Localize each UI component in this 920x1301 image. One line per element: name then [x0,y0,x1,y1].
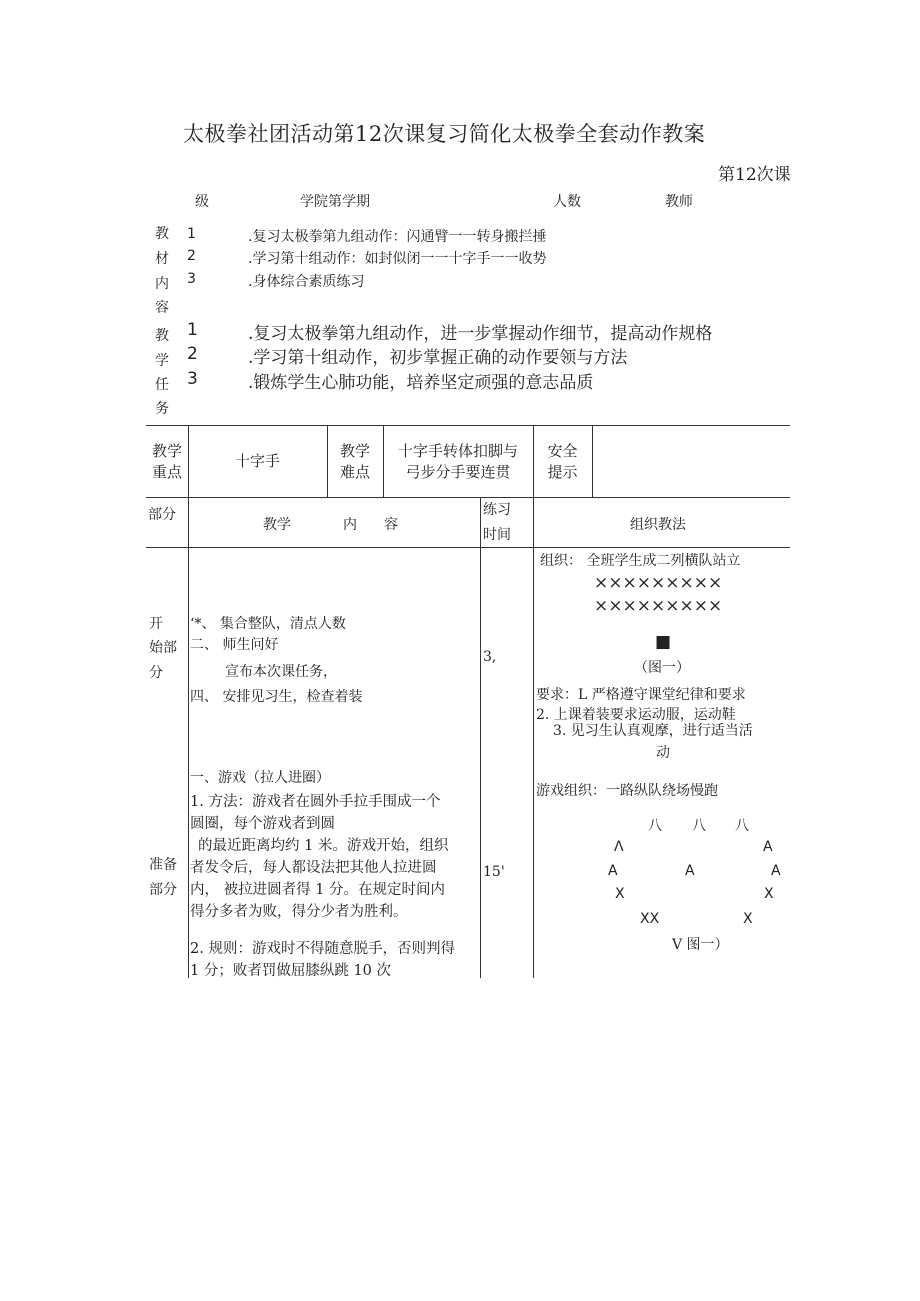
teacher-label: 教师 [665,194,693,210]
count-label: 人数 [553,194,581,210]
difficulty-label: 教学 难点 [339,442,370,481]
formation-row: ××××××××× [594,573,723,593]
content-item: .复习太极拳第九组动作：闪通臂一一转身搬拦捶 [248,229,547,245]
runner-mark: A [771,863,781,879]
task-num: 1 [187,320,198,340]
content-num: 2 [187,248,196,264]
tasks-label-4: 务 [155,401,169,417]
task-num: 2 [187,344,198,364]
game-method: 1. 方法：游戏者在圆外手拉手围成一个 圆圈，每个游戏者到圆 的最近距离均约 1 米。游戏开始，组织 者发令后，每人都设法把其他人拉进圆 内， 被拉进圆者得 1 分。在规定时间内 得分多者为败，得分少者为胜利。 [190,794,449,920]
runner-mark: X [615,886,625,902]
figure-caption: V 图一） [672,937,729,953]
tasks-label-3: 任 [155,377,169,393]
table-rule [146,547,790,548]
content-item: .学习第十组动作：如封似闭一一十字手一一收势 [248,251,547,267]
table-rule [146,425,790,426]
task-num: 3 [187,369,198,389]
header-part: 部分 [148,507,176,523]
lesson-number: 第12次课 [718,165,791,185]
term-label: 学院第学期 [300,194,370,210]
safety-label: 安全 提示 [547,442,578,481]
start-requirement-3b: 动 [656,745,670,761]
runner-mark: XX [640,911,660,927]
tasks-label-1: 教 [155,328,169,344]
runner-mark: X [743,911,753,927]
page-title: 太极拳社团活动第12次课复习简化太极拳全套动作教案 [183,122,706,146]
grade-label: 级 [195,194,209,210]
start-organization: 组织： 全班学生成二列横队站立 [540,553,741,569]
start-time: 3, [483,649,497,665]
tasks-label-2: 学 [155,353,169,369]
start-requirement: 要求：L 严格遵守课堂纪律和要求 [536,687,746,703]
start-item: 二、 师生问好 [190,637,279,653]
game-rules: 2. 规则：游戏时不得随意脱手，否则判得 1 分；败者罚做屈膝纵跳 10 次 [190,941,455,979]
figure-caption: （图一） [634,660,690,676]
runner-mark: A [763,839,773,855]
table-rule [146,497,790,498]
start-item: ‘*、 集合整队，清点人数 [190,616,346,632]
runner-mark: Λ [614,839,624,855]
prep-time: 15' [483,864,505,880]
header-time: 练习 [483,502,511,518]
content-item: .身体综合素质练习 [248,274,365,290]
start-requirement-2: 2. 上课着装要求运动服，运动鞋 [536,707,736,723]
content-label-2: 材 [155,251,169,267]
runner-mark: X [764,886,774,902]
start-requirement-3: 3. 见习生认真观摩，进行适当活 [553,723,753,739]
difficulty-value: 十字手转体扣脚与 弓步分手要连贯 [397,442,518,481]
task-item: .复习太极拳第九组动作，进一步掌握动作细节，提高动作规格 [248,324,713,344]
content-label-4: 容 [155,300,169,316]
header-content: 容 [384,517,398,533]
header-method: 组织教法 [630,517,686,533]
table-rule [533,425,534,978]
content-label-3: 内 [155,276,169,292]
content-num: 3 [187,271,196,287]
runner-mark: 八 [692,818,706,834]
table-rule [480,497,481,978]
content-label-1: 教 [155,226,169,242]
runner-mark: A [685,863,695,879]
task-item: .锻炼学生心肺功能，培养坚定顽强的意志品质 [248,373,594,393]
header-time: 时间 [483,527,511,543]
prep-organization: 游戏组织：一路纵队绕场慢跑 [536,783,718,799]
start-label: 开 [149,616,163,632]
start-item: 宣布本次课任务， [225,664,337,680]
prep-label: 部分 [149,882,177,898]
prep-label: 准备 [149,857,177,873]
runner-mark: 八 [648,818,662,834]
game-title: 一、游戏（拉人进圈） [190,770,330,786]
header-content: 内 [343,517,357,533]
key-point-value: 十字手 [234,452,280,470]
start-item: 四、 安排见习生，检查着装 [190,689,363,705]
runner-mark: 八 [735,818,749,834]
table-rule [188,425,189,978]
runner-mark: A [608,863,618,879]
task-item: .学习第十组动作，初步掌握正确的动作要领与方法 [248,348,628,368]
start-label: 始部 [149,640,177,656]
teacher-mark: ■ [655,632,672,652]
content-num: 1 [187,226,196,242]
header-content: 教学 [263,517,291,533]
table-rule [592,425,593,497]
start-label: 分 [149,665,163,681]
key-point-label: 教学 重点 [151,442,182,481]
formation-row: ××××××××× [594,596,723,616]
